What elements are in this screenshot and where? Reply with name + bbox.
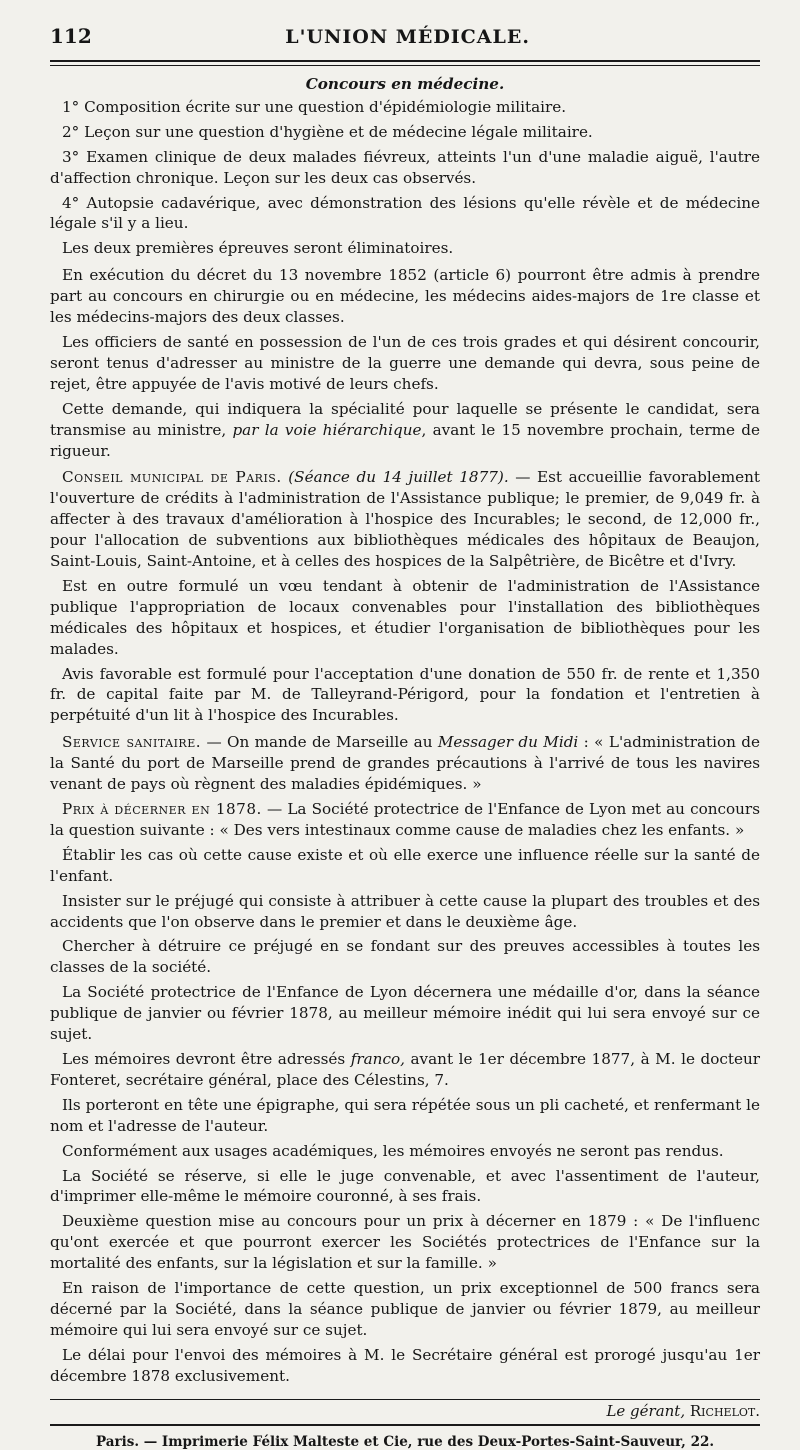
- gerant-label: Le gérant,: [606, 1401, 686, 1420]
- paragraph: Conformément aux usages académiques, les mémoires envoyés ne seront pas rendus.: [62, 1141, 724, 1160]
- text-run: Les mémoires devront être adressés: [62, 1049, 351, 1068]
- paragraph: Deuxième question mise au concours pour un prix à décerner en 1879 : « De l'influenc qu'ont exercée et que pourront exercer les Sociétés protectrices de l'Enfance sur la mortalité des enfants, sur la législation et sur la famille. »: [50, 1212, 760, 1273]
- paragraph: La Société protectrice de l'Enfance de Lyon décernera une médaille d'or, dans la séance publique de janvier ou février 1878, au meilleur mémoire inédit qui lui sera envoyé sur ce sujet.: [50, 983, 760, 1044]
- page-number: 112: [50, 24, 92, 48]
- gerant-name: Richelot.: [689, 1401, 760, 1420]
- list-item: 4° Autopsie cadavérique, avec démonstration des lésions qu'elle révèle et de médecine légale s'il y a lieu.: [50, 193, 760, 233]
- paragraph: Avis favorable est formulé pour l'acceptation d'une donation de 550 fr. de rente et 1,350 fr. de capital faite par M. de Talleyrand-Périgord, pour la fondation et l'entretien à perpétuité d'un lit à l'hospice des Incurables.: [50, 664, 760, 725]
- text-run: — Est accueillie favorablement l'ouverture de crédits à l'administration de l'Assistance publique; le premier, de 9,049 fr. à affecter à des travaux d'amélioration à l'hospice des Incurables; le second, de 12,000 fr., pour l'allocation de subventions aux bibliothèques médicales des hôpitaux de Beaujon, Saint-Louis, Saint-Antoine, et à celles des hospices de la Salpêtrière, de Bicêtre et d'Ivry.: [50, 468, 760, 571]
- news-item-prix: [50, 799, 760, 841]
- imprint-rule: [50, 1424, 760, 1426]
- italic-run: Messager du Midi: [437, 733, 579, 752]
- news-item-service: [50, 732, 760, 795]
- text-run: — On mande de Marseille au: [201, 733, 438, 752]
- page-header: [50, 24, 760, 54]
- text-run: avant le 1er décembre 1877, à M. le docteur Fonteret, secrétaire général, place des Célestins, 7.: [50, 1049, 760, 1089]
- news-label: Service sanitaire.: [62, 733, 202, 752]
- paragraph: Les officiers de santé en possession de l'un de ces trois grades et qui désirent concourir, seront tenus d'adresser au ministre de la guerre une demande qui devra, sous peine de rejet, être appuyée de l'avis motivé de leurs chefs.: [50, 332, 760, 393]
- section-title: Concours en médecine.: [305, 75, 505, 93]
- paragraph: [50, 1049, 760, 1091]
- paragraph: Ils porteront en tête une épigraphe, qui sera répétée sous un pli cacheté, et renfermant le nom et l'adresse de l'auteur.: [50, 1095, 760, 1135]
- italic-run: franco,: [350, 1049, 405, 1068]
- paragraph: [50, 399, 760, 462]
- text-run: , avant le 15 novembre prochain, terme de rigueur.: [50, 420, 760, 460]
- paragraph: En raison de l'importance de cette question, un prix exceptionnel de 500 francs sera décerné par la Société, dans la séance publique de janvier ou février 1879, au meilleur mémoire qui lui sera envoyé sur ce sujet.: [50, 1279, 760, 1339]
- printer-imprint: Paris. — Imprimerie Félix Malteste et Cie, rue des Deux-Portes-Saint-Sauveur, 22.: [95, 1433, 715, 1450]
- signature: [50, 1402, 760, 1420]
- list-item: 3° Examen clinique de deux malades fiévreux, atteints l'un d'une maladie aiguë, l'autre d'affection chronique. Leçon sur les deux cas observés.: [50, 147, 760, 187]
- header-rule: [50, 60, 760, 66]
- news-label: Conseil municipal de Paris.: [62, 468, 282, 487]
- footer-rule: [50, 1399, 760, 1400]
- paragraph: Est en outre formulé un vœu tendant à obtenir de l'administration de l'Assistance publique l'appropriation de locaux convenables pour l'installation des bibliothèques médicales des hôpitaux et hospices, et étudier l'organisation de bibliothèques pour les malades.: [50, 576, 760, 658]
- article-body: [50, 74, 760, 1387]
- italic-run: (Séance du 14 juillet 1877).: [288, 468, 509, 487]
- paragraph: Établir les cas où cette cause existe et où elle exerce une influence réelle sur la santé de l'enfant.: [50, 845, 760, 885]
- text-run: — La Société protectrice de l'Enfance de Lyon met au concours la question suivante : « Des vers intestinaux comme cause de maladies chez les enfants. »: [50, 800, 760, 839]
- paragraph: En exécution du décret du 13 novembre 1852 (article 6) pourront être admis à prendre part au concours en chirurgie ou en médecine, les médecins aides-majors de 1re classe et les médecins-majors des deux classes.: [50, 266, 760, 327]
- list-item: 2° Leçon sur une question d'hygiène et de médecine légale militaire.: [62, 122, 593, 141]
- text-run: Cette demande, qui indiquera la spécialité pour laquelle se présente le candidat, sera transmise au ministre,: [50, 399, 760, 439]
- paragraph: Le délai pour l'envoi des mémoires à M. le Secrétaire général est prorogé jusqu'au 1er décembre 1878 exclusivement.: [50, 1345, 760, 1385]
- italic-run: par la voie hiérarchique: [232, 420, 422, 439]
- news-item-conseil: [50, 467, 760, 572]
- text-run: : « L'administration de la Santé du port de Marseille prend de grandes précautions à l'arrivé de tous les navires venant de pays où règnent des maladies épidémiques. »: [50, 733, 760, 794]
- list-item: 1° Composition écrite sur une question d'épidémiologie militaire.: [62, 97, 567, 116]
- paragraph: La Société se réserve, si elle le juge convenable, et avec l'assentiment de l'auteur, d'imprimer elle-même le mémoire couronné, à ses frais.: [50, 1166, 760, 1206]
- paragraph: Insister sur le préjugé qui consiste à attribuer à cette cause la plupart des troubles et des accidents que l'on observe dans le premier et dans le deuxième âge.: [50, 891, 760, 931]
- paragraph: Chercher à détruire ce préjugé en se fondant sur des preuves accessibles à toutes les classes de la société.: [50, 937, 760, 977]
- journal-title: L'UNION MÉDICALE.: [285, 26, 530, 48]
- news-label: Prix à décerner en 1878.: [62, 800, 262, 818]
- paragraph: Les deux premières épreuves seront éliminatoires.: [62, 239, 454, 258]
